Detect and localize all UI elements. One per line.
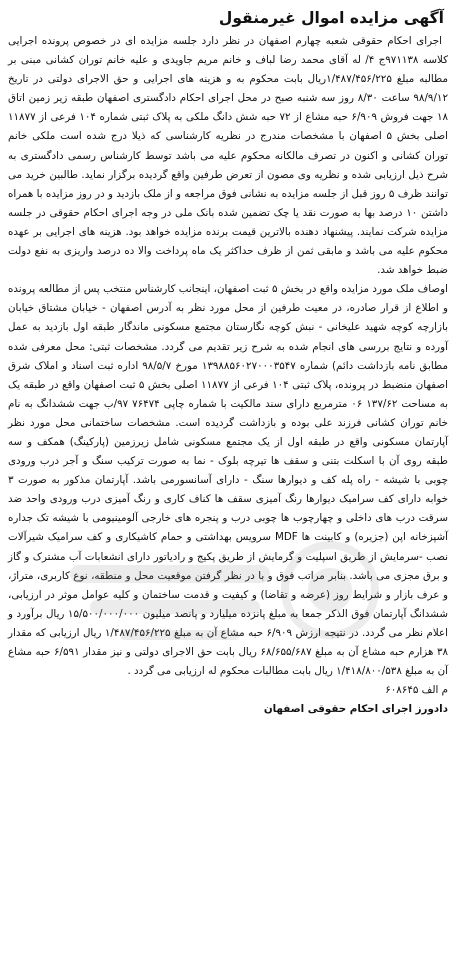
reference-code: م الف ۶۰۸۶۴۵: [385, 684, 448, 697]
notice-title: آگهی مزایده اموال غیرمنقول: [218, 9, 444, 27]
notice-paragraph-auction-terms: اجرای احکام حقوقی شعبه چهارم اصفهان در نظر دارد جلسه مزایده ای در خصوص پرونده اجرایی کلاسه ۹۷۱۱۳۸ج ۴/ له آقای محمد رضا لباف و خانم مریم جاویدی و علیه خانم توران کشانی مبنی بر مطالبه مبلغ ۱/۴۸۷/۴۵۶/۲۲۵ریال بابت محکوم به و هزینه های اجرایی و حق الاجرای دولتی در تاریخ ۹۸/۹/۱۲ ساعت ۸/۳۰ روز سه شنبه صبح در محل اجرای احکام دادگستری اصفهان طبقه زیر زمین اتاق ۱۸ جهت فروش ۶/۹۰۹ حبه مشاع از ۷۲ حبه شش دانگ ملکی به پلاک ثبتی شماره ۱۰۴ فرعی از ۱۱۸۷۷ اصلی بخش ۵ اصفهان با مشخصات مندرج در نظریه کارشناسی که ذیلا درج شده است ملکی خانم توران کشانی و اکنون در تصرف مالکانه محکوم علیه می باشد توسط کارشناس رسمی دادگستری به شرح ذیل ارزیابی شده و نظریه وی مصون از تعرض طرفین واقع گردیده برگزار نماید. طالبین خرید می توانند ظرف ۵ روز قبل از جلسه مزایده به نشانی فوق مراجعه و از ملک بازدید و در روز مزایده با همراه داشتن ۱۰ درصد بها به صورت نقد یا چک تضمین شده بانک ملی در وجه اجرای احکام حقوقی در جلسه مزایده شرکت نمایند. پیشنهاد دهنده بالاترین قیمت برنده مزایده خواهد بود. هزینه های اجرایی بر عهده محکوم علیه می باشد و مابقی ثمن از ظرف حداکثر یک ماه پرداخت والا ده درصد واریزی به نفع دولت ضبط خواهد شد.: [8, 35, 449, 277]
notice-paragraph-property-description: اوصاف ملک مورد مزایده واقع در بخش ۵ ثبت اصفهان، اینجانب کارشناس منتخب پس از مطالعه پرونده و اطلاع از قرار صادره، در معیت طرفین از محل مورد نظر به آدرس اصفهان - خیابان مشتاق خیابان بازارچه کوچه شهید علیخانی - نبش کوچه نگارستان مجتمع مسکونی ماندگار طبقه اول بازدید به عمل آورده و نتایج بررسی های انجام شده به شرح زیر تقدیم می گردد. مشخصات ثبتی: محل معرفی شده مطابق نامه بازداشت دائم) شماره ۱۳۹۸۸۵۶۰۲۷۰۰۰۳۵۴۷ مورخ ۹۸/۵/۷ اداره ثبت اسناد و املاک شرق اصفهان منضبط در پرونده، پلاک ثبتی ۱۰۴ فرعی از ۱۱۸۷۷ اصلی بخش ۵ ثبت اصفهان واقع در طبقه یک به مساحت ۱۳۷/۶۲ ۰۶ مترمربع دارای سند مالکیت با شماره چاپی ۷۶۴۷۴ ۹۷/ب جهت ششدانگ به نام خانم توران کشانی فرزند علی بوده و بازداشت گردیده است. مشخصات ساختمانی محل مورد نظر آپارتمان مسکونی واقع در طبقه اول از یک مجتمع مسکونی شامل زیرزمین (پارکینگ) همکف و سه طبقه روی آن با اسکلت بتنی و سقف ها تیرچه بلوک - نما به صورت ترکیب سنگ و آجر درب ورودی چوبی با شیشه - راه پله کف و دیوارها سنگ - دارای آسانسورمی باشد. آپارتمان مذکور به صورت ۳ خوابه دارای کف سرامیک دیوارها رنگ آمیزی سقف ها کناف کاری و رنگ آمیزی درب ورودی واحد ضد سرقت درب های داخلی و چهارچوب ها چوبی درب و پنجره های خارجی آلومینیومی با شیشه تک جداره آشپزخانه اپن (جزیره) و کابینت ها MDF سرویس بهداشتی و حمام کاشیکاری و کف سرامیک شیرآلات نصب -سرمایش از طریق اسپلیت و گرمایش از طریق پکیج و رادیاتور دارای انشعابات آب مشترک و گاز و برق مجزی می باشد. بنابر مراتب فوق و با در نظر گرفتن موقعیت محل و منطقه، نوع کاربری، متراژ، و عرف بازار و شرایط روز (عرضه و تقاضا) و کیفیت و قدمت ساختمان و کلیه عوامل موثر در ارزیابی، ششدانگ آپارتمان فوق الذکر جمعا به مبلغ پانزده میلیارد و پانصد میلیون ۱۵/۵۰۰/۰۰۰/۰۰۰ ریال برآورد و اعلام نظر می گردد. در نتیجه ارزش ۶/۹۰۹ حبه مشاع آن به مبلغ ۱/۴۸۷/۴۵۶/۲۲۵ ریال ارزیابی که مقدار ۳۸ هزارم حبه مشاع آن به مبلغ ۶۸/۶۵۵/۶۸۷ ریال بابت حق الاجرای دولتی و نیز مقدار ۶/۵۹۱ حبه مشاع آن به مبلغ ۱/۴۱۸/۸۰۰/۵۳۸ ریال بابت مطالبات محکوم له ارزیابی می گردد .: [8, 283, 448, 678]
signature-line: دادورز اجرای احکام حقوقی اصفهان: [263, 703, 448, 716]
